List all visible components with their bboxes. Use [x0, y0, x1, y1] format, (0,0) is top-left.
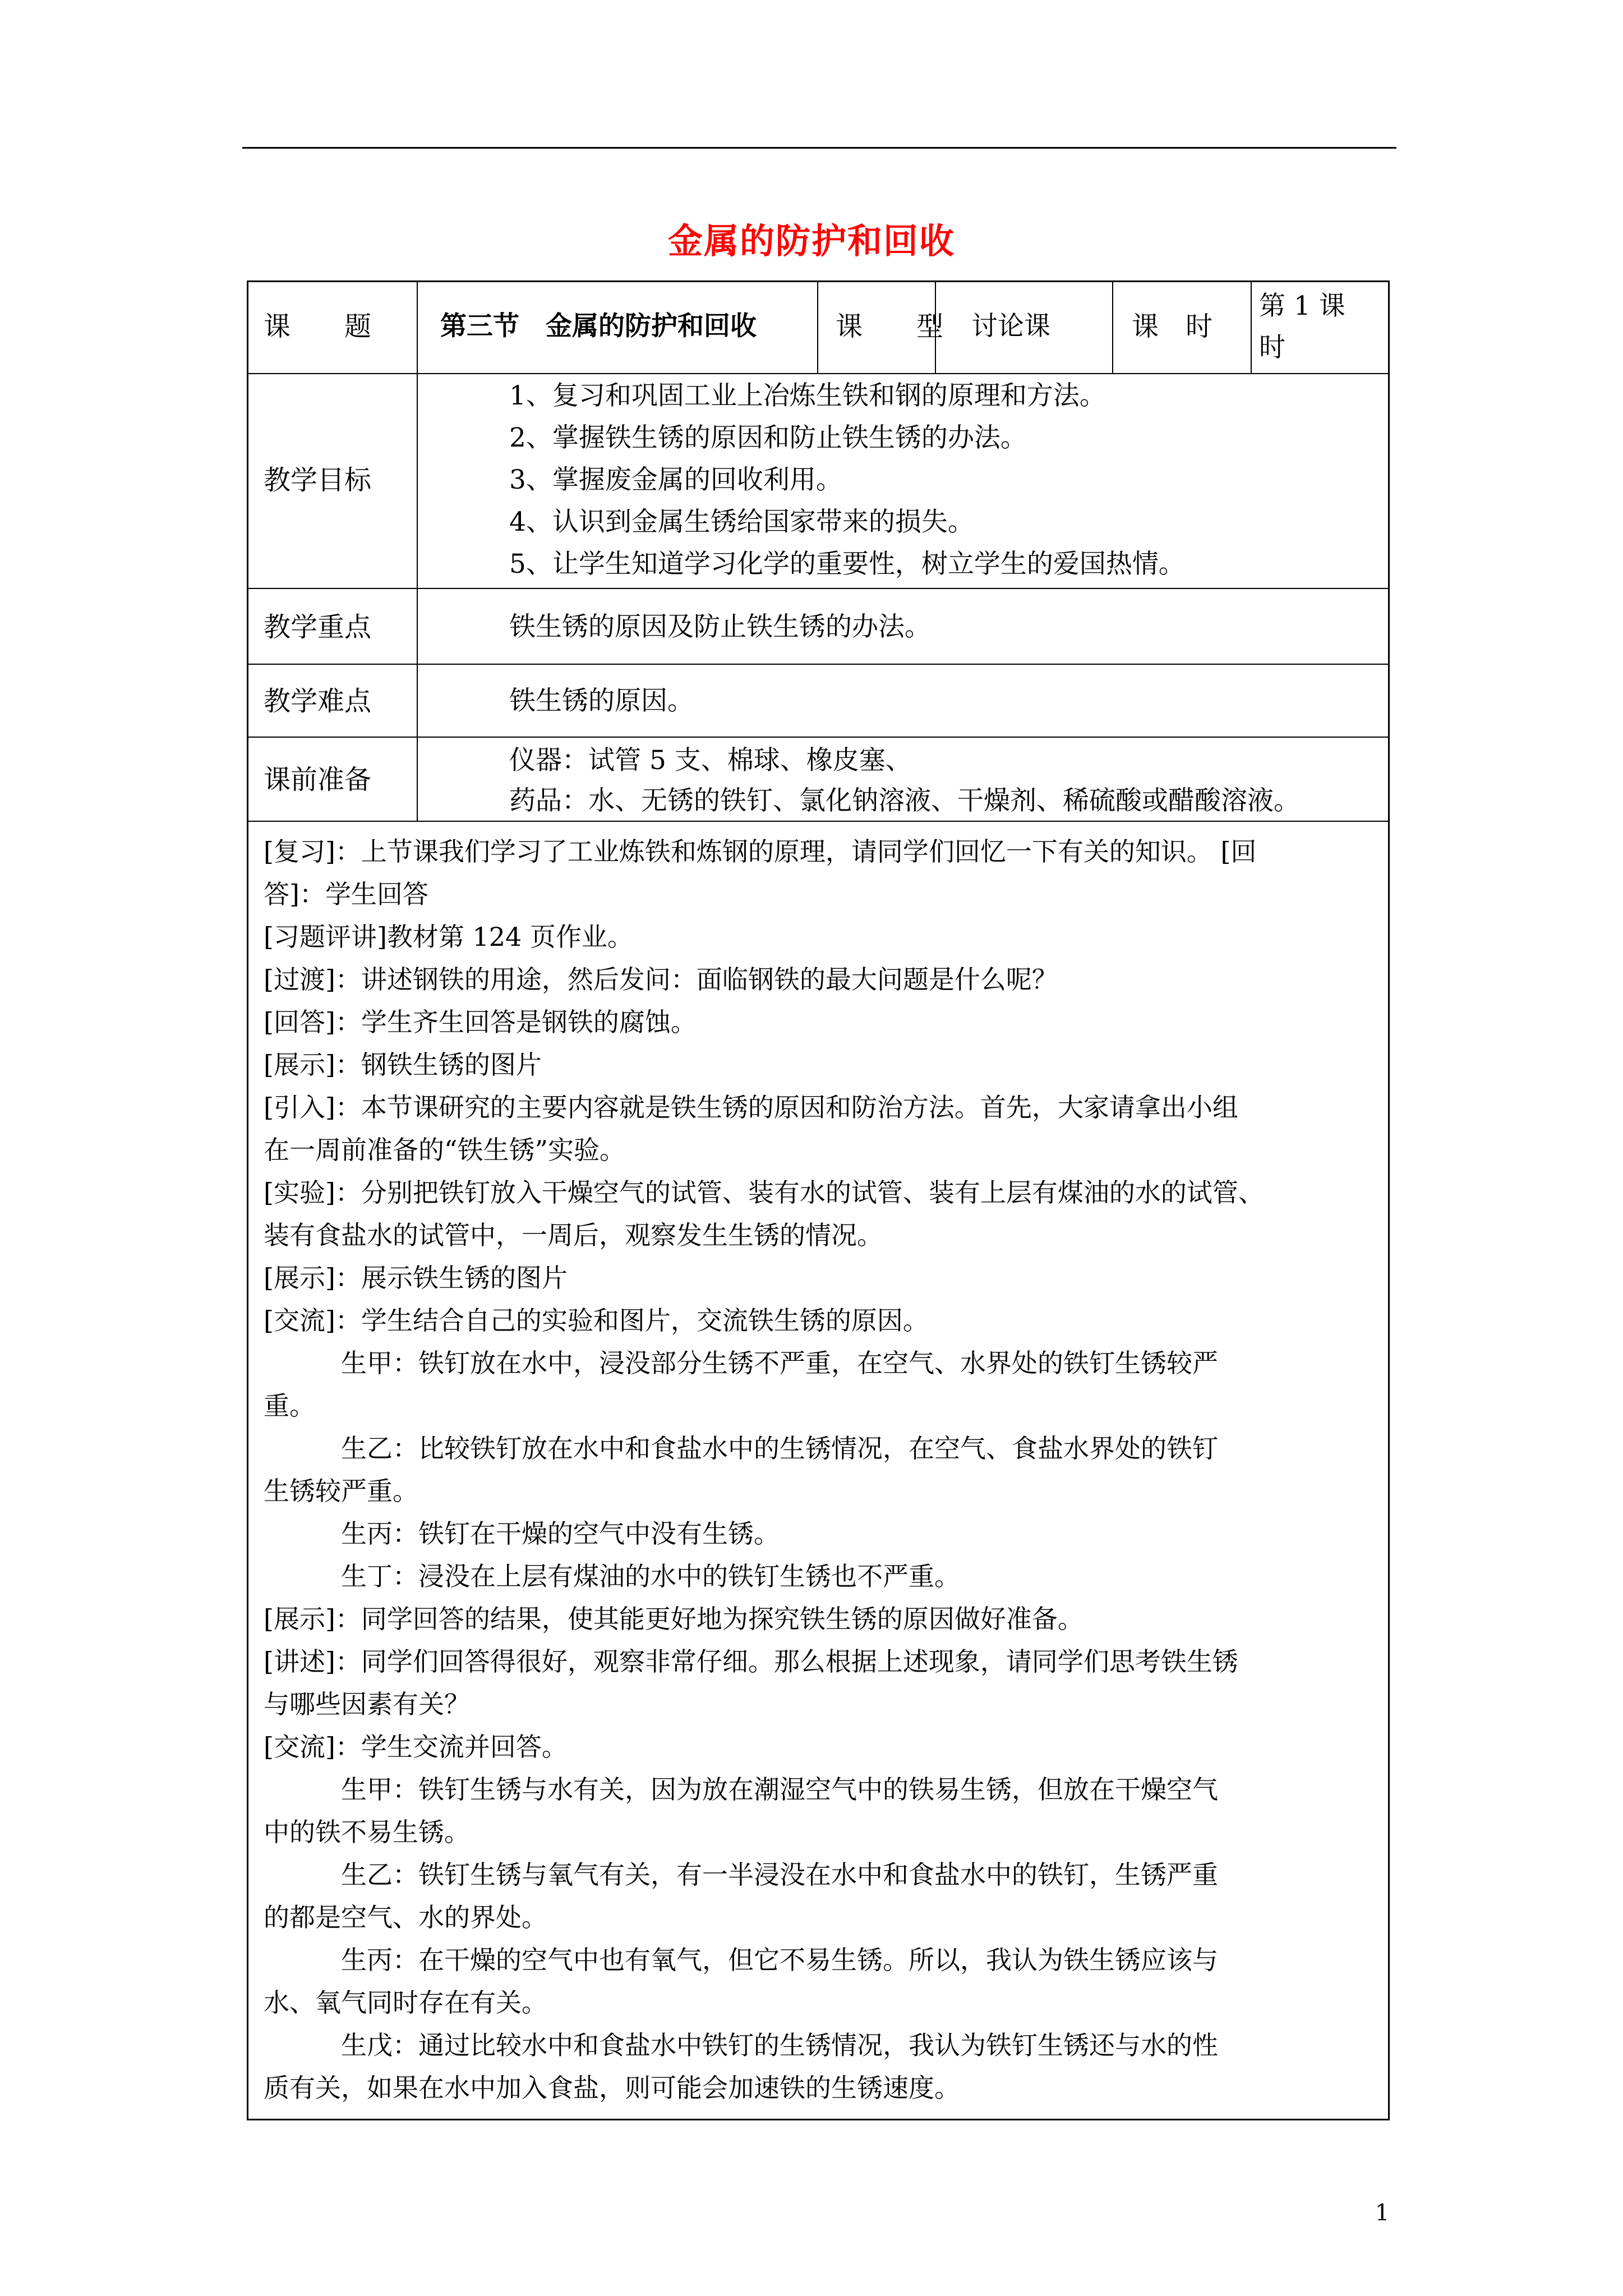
process-line: 生丙：在干燥的空气中也有氧气，但它不易生锈。所以，我认为铁生锈应该与 [264, 1945, 1218, 1975]
process-line: 答]：学生回答 [264, 879, 428, 909]
objectives-label: 教学目标 [264, 464, 372, 496]
key-point-label: 教学重点 [264, 611, 372, 643]
table-border-top [247, 280, 1390, 282]
topic-value: 第三节 金属的防护和回收 [440, 311, 757, 342]
hours-value-line2: 时 [1259, 332, 1285, 363]
preparation-reagents: 药品：水、无锈的铁钉、氯化钠溶液、干燥剂、稀硫酸或醋酸溶液。 [509, 785, 1300, 816]
process-line: 的都是空气、水的界处。 [264, 1902, 547, 1932]
preparation-label: 课前准备 [264, 764, 372, 795]
process-line: 中的铁不易生锈。 [264, 1817, 470, 1847]
row-divider [247, 664, 1390, 665]
process-line: 质有关，如果在水中加入食盐，则可能会加速铁的生锈速度。 [264, 2073, 960, 2103]
process-line: 生甲：铁钉生锈与水有关，因为放在潮湿空气中的铁易生锈，但放在干燥空气 [264, 1774, 1218, 1805]
process-line: 生甲：铁钉放在水中，浸没部分生锈不严重，在空气、水界处的铁钉生锈较严 [264, 1348, 1218, 1378]
col-divider [817, 280, 818, 373]
objective-item: 1、复习和巩固工业上冶炼生铁和钢的原理和方法。 [509, 380, 1106, 411]
row-divider [247, 737, 1390, 738]
hours-value-line1: 第 1 课 [1259, 291, 1345, 321]
process-line: 生乙：比较铁钉放在水中和食盐水中的生锈情况，在空气、食盐水界处的铁钉 [264, 1433, 1218, 1464]
process-line: 生锈较严重。 [264, 1476, 418, 1506]
type-value: 讨论课 [971, 311, 1050, 342]
process-line: 生戊：通过比较水中和食盐水中铁钉的生锈情况，我认为铁钉生锈还与水的性 [264, 2030, 1218, 2060]
process-line: 装有食盐水的试管中，一周后，观察发生生锈的情况。 [264, 1220, 883, 1250]
lesson-plan-table [247, 280, 1390, 2120]
process-line: [过渡]：讲述钢铁的用途，然后发问：面临钢铁的最大问题是什么呢？ [264, 964, 1058, 995]
process-line: 与哪些因素有关？ [264, 1689, 470, 1719]
page-title: 金属的防护和回收 [667, 220, 955, 261]
table-border-bottom [247, 2119, 1390, 2120]
process-line: 水、氧气同时存在有关。 [264, 1987, 547, 2018]
table-border-left [247, 280, 248, 2120]
table-border-right [1388, 280, 1390, 2120]
process-line: 生乙：铁钉生锈与氧气有关，有一半浸没在水中和食盐水中的铁钉，生锈严重 [264, 1860, 1218, 1890]
process-line: [展示]：展示铁生锈的图片 [264, 1263, 568, 1293]
row-divider [247, 588, 1390, 589]
process-line: [讲述]：同学们回答得很好，观察非常仔细。那么根据上述现象，请同学们思考铁生锈 [264, 1646, 1238, 1677]
process-line: 生丁：浸没在上层有煤油的水中的铁钉生锈也不严重。 [264, 1561, 960, 1591]
teaching-process [264, 830, 1374, 2109]
process-line: [展示]：同学回答的结果，使其能更好地为探究铁生锈的原因做好准备。 [264, 1604, 1083, 1634]
objective-item: 3、掌握废金属的回收利用。 [509, 464, 842, 495]
process-line: [习题评讲]教材第 124 页作业。 [264, 922, 633, 952]
type-label: 课 型 [836, 311, 944, 342]
process-line: 生丙：铁钉在干燥的空气中没有生锈。 [264, 1519, 780, 1549]
row-divider [247, 373, 1390, 374]
difficulty-label: 教学难点 [264, 685, 372, 717]
process-line: 在一周前准备的“铁生锈”实验。 [264, 1135, 626, 1165]
process-line: [回答]：学生齐生回答是钢铁的腐蚀。 [264, 1007, 697, 1037]
process-line: [交流]：学生结合自己的实验和图片，交流铁生锈的原因。 [264, 1305, 929, 1336]
process-line: [复习]：上节课我们学习了工业炼铁和炼钢的原理，请同学们回忆一下有关的知识。 [回 [264, 836, 1257, 867]
key-point-text: 铁生锈的原因及防止铁生锈的办法。 [509, 611, 931, 642]
process-line: [交流]：学生交流并回答。 [264, 1732, 568, 1762]
page-number: 1 [1375, 2200, 1390, 2226]
process-line: [引入]：本节课研究的主要内容就是铁生锈的原因和防治方法。首先，大家请拿出小组 [264, 1092, 1238, 1122]
preparation-instruments: 仪器：试管 5 支、棉球、橡皮塞、 [509, 745, 912, 776]
header-rule [242, 147, 1396, 149]
hours-label: 课 时 [1132, 311, 1213, 342]
label-column-divider [417, 280, 418, 822]
objective-item: 4、认识到金属生锈给国家带来的损失。 [509, 507, 974, 537]
objective-item: 2、掌握铁生锈的原因和防止铁生锈的办法。 [509, 422, 1027, 453]
col-divider [1251, 280, 1252, 373]
process-line: 重。 [264, 1391, 315, 1421]
col-divider [1112, 280, 1113, 373]
topic-label: 课 题 [264, 311, 372, 342]
objective-item: 5、让学生知道学习化学的重要性，树立学生的爱国热情。 [509, 549, 1185, 579]
difficulty-text: 铁生锈的原因。 [509, 685, 694, 716]
process-line: [实验]：分别把铁钉放入干燥空气的试管、装有水的试管、装有上层有煤油的水的试管、 [264, 1177, 1264, 1208]
process-line: [展示]：钢铁生锈的图片 [264, 1050, 542, 1080]
